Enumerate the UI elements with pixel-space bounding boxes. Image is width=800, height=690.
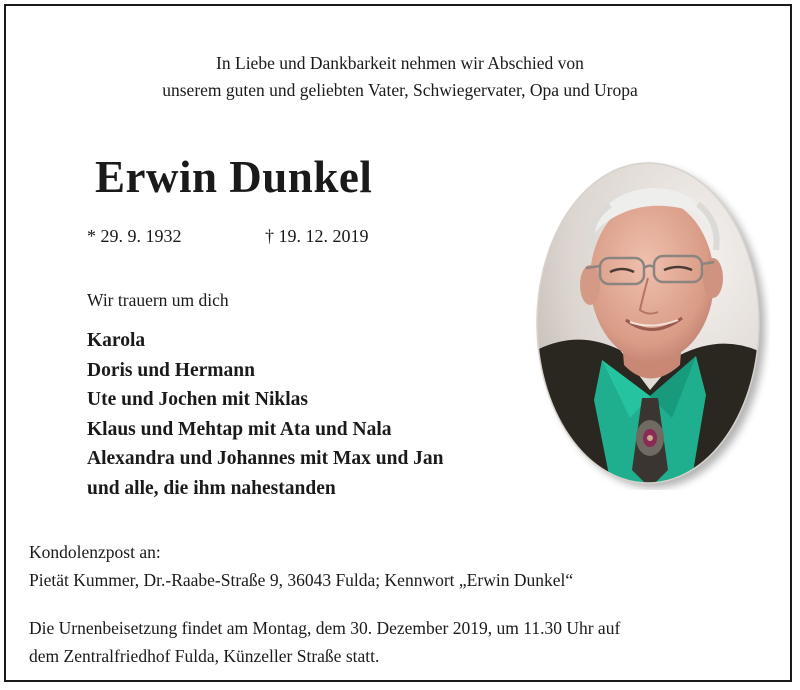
mourning-line: Wir trauern um dich [87,290,229,310]
birth-date: * 29. 9. 1932 [87,226,182,246]
intro-line-1: In Liebe und Dankbarkeit nehmen wir Abschied von [216,53,584,73]
funeral-line-2: dem Zentralfriedhof Fulda, Künzeller Straße statt. [29,646,380,666]
family-list [87,326,444,503]
death-date: † 19. 12. 2019 [265,226,369,246]
funeral-info [29,614,620,670]
family-member: Klaus und Mehtap mit Ata und Nala [87,418,392,440]
family-member: Doris und Hermann [87,359,255,381]
portrait-photo-icon [530,160,770,490]
family-member: Karola [87,330,146,351]
family-member: Alexandra und Johannes mit Max und Jan [87,448,444,469]
funeral-line-1: Die Urnenbeisetzung findet am Montag, dem 30. Dezember 2019, um 11.30 Uhr auf [29,618,621,638]
intro-text [0,50,800,104]
family-member: und alle, die ihm nahestanden [87,477,336,499]
intro-line-2: unserem guten und geliebten Vater, Schwiegervater, Opa und Uropa [162,80,638,100]
family-member: Ute und Jochen mit Niklas [87,389,309,410]
condolence-label: Kondolenzpost an: [29,542,161,562]
condolence-address: Pietät Kummer, Dr.-Raabe-Straße 9, 36043 Fulda; Kennwort „Erwin Dunkel“ [29,570,574,590]
condolence-block [29,538,573,594]
deceased-name: Erwin Dunkel [95,152,373,202]
